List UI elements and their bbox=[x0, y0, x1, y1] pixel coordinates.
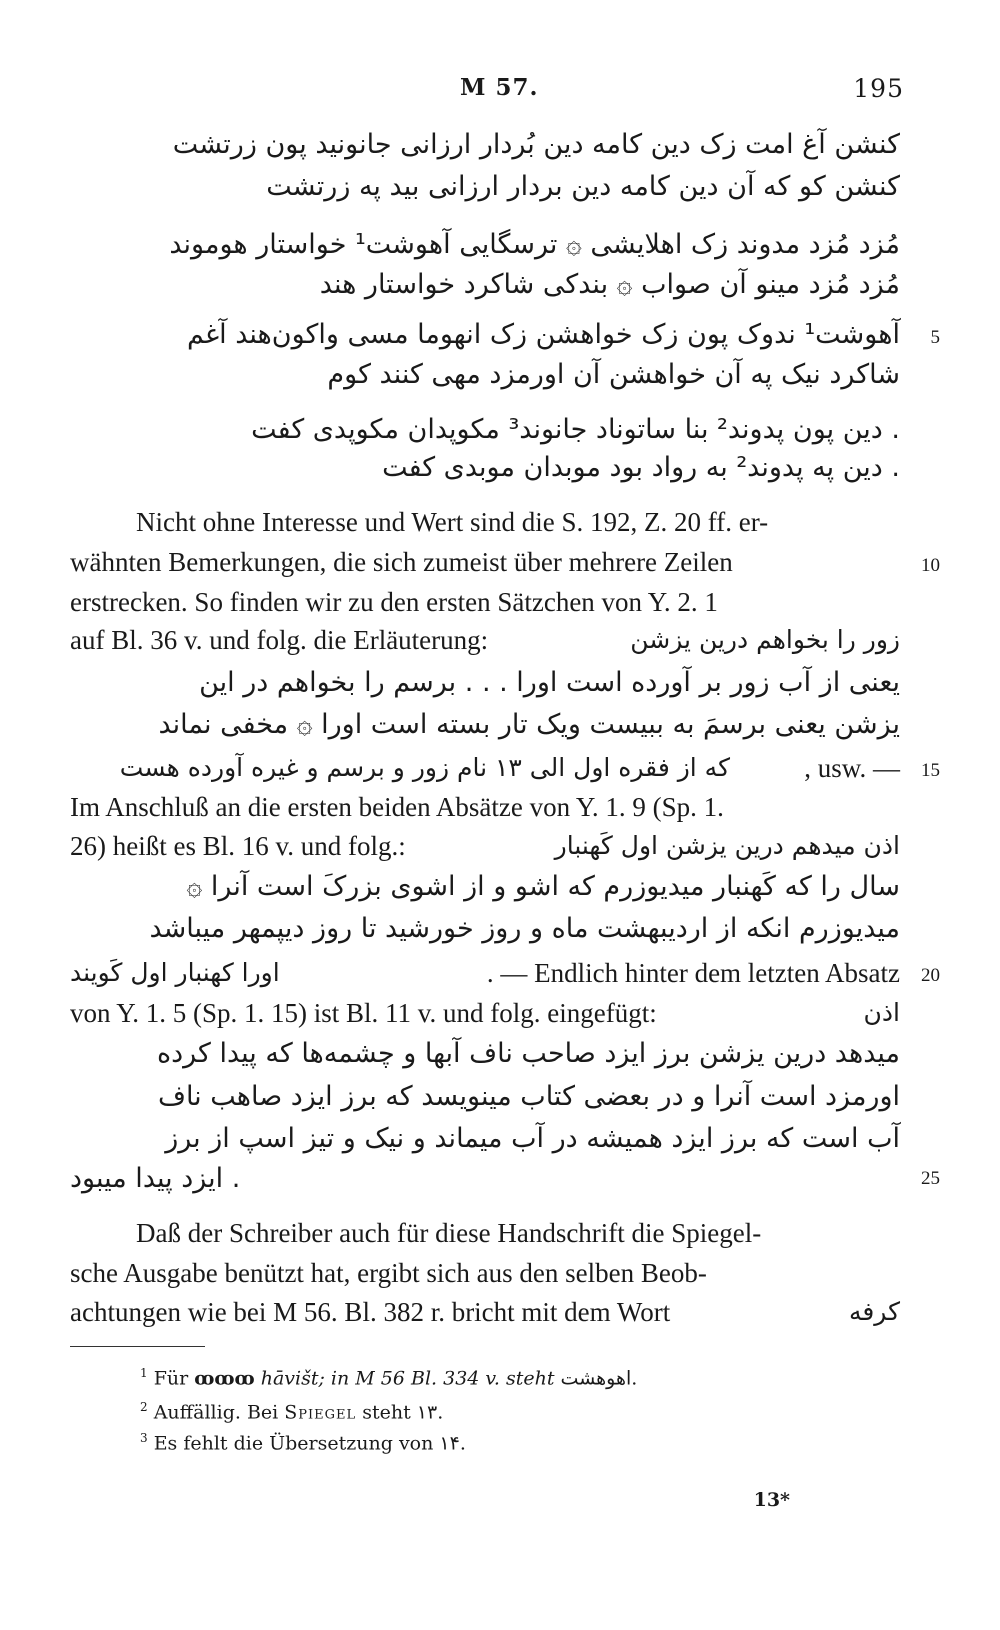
arabic-inline: زور را بخواهم درین یزشن bbox=[630, 625, 900, 654]
arabic-line: سال را که کَهنبار میدیوزرم که اشو و از اشوی بزرکَ است آنرا ۞ bbox=[186, 871, 900, 902]
arabic-line: یعنی از آب زور بر آورده است اورا . . . برسم را بخواهم در این bbox=[199, 667, 900, 698]
footnote-text: . bbox=[437, 1401, 444, 1424]
arabic-inline: اذن bbox=[863, 998, 900, 1027]
paragraph-text: auf Bl. 36 v. und folg. die Erläuterung: bbox=[70, 625, 489, 655]
paragraph-line: wähnten Bemerkungen, die sich zumeist über mehrere Zeilen bbox=[70, 547, 733, 577]
arabic-line: . ایزد پیدا میبود bbox=[70, 1163, 241, 1194]
footnote-text: Spiegel bbox=[284, 1401, 357, 1424]
line-number: 20 bbox=[921, 965, 940, 986]
footnote-text: hāvišt; in M 56 Bl. 334 v. steht bbox=[260, 1367, 555, 1390]
arabic-line: کنشن کو که آن دین کامه دین بردار ارزانی بید په زرتشت bbox=[266, 171, 900, 202]
footnote bbox=[140, 1366, 637, 1389]
paragraph-line bbox=[70, 1216, 910, 1251]
line-number: 5 bbox=[930, 327, 940, 348]
running-header-section: M 57. bbox=[460, 74, 539, 101]
paragraph-text: Daß der Schreiber auch für diese Handschrift die Spiegel- bbox=[136, 1218, 762, 1248]
footnote-text: Es fehlt die Übersetzung von bbox=[153, 1432, 434, 1455]
arabic-line: آب است که برز ایزد همیشه در آب میماند و نیک و تیز اسپ از برز bbox=[165, 1123, 900, 1154]
arabic-inline: اهوهشت bbox=[560, 1367, 632, 1390]
printer-signature: 13* bbox=[753, 1489, 790, 1511]
arabic-line: . دین پون پدوند² بنا ساتوناد جانوند³ مکوپدان مکوپدی کفت bbox=[251, 414, 900, 445]
arabic-line: مُزد مُزد مدوند زک اهلایشی ۞ ترسگایی آهوشت¹ خواستار هوموند bbox=[169, 229, 900, 260]
arabic-inline: ۱۳ bbox=[416, 1401, 438, 1424]
mixed-line bbox=[70, 828, 900, 864]
arabic-inline: که از فقره اول الی ۱۳ نام زور و برسم و غیره آورده هست bbox=[119, 753, 730, 782]
arabic-line: اورمزد است آنرا و در بعضی کتاب مینویسد که برز ایزد صاهب ناف bbox=[157, 1081, 900, 1112]
footnote-text: steht bbox=[362, 1401, 411, 1424]
footnote-mark: 1 bbox=[140, 1366, 148, 1380]
footnote-text: Auffällig. Bei bbox=[153, 1401, 279, 1424]
arabic-line: شاکرد نیک په آن خواهشن آن اورمزد مهی کنند کوم bbox=[327, 359, 900, 390]
arabic-inline: ۱۴ bbox=[439, 1432, 460, 1455]
paragraph-text: achtungen wie bei M 56. Bl. 382 r. bricht mit dem Wort bbox=[70, 1297, 671, 1327]
mixed-line bbox=[70, 622, 900, 658]
paragraph-line: erstrecken. So finden wir zu den ersten Sätzchen von Y. 2. 1 bbox=[70, 587, 718, 617]
arabic-line: . دین په پدوند² به رواد بود موبدان موبدی کفت bbox=[382, 452, 900, 483]
arabic-line: کنشن آغ امت زک دین کامه دین بُردار ارزانی جانونید پون زرتشت bbox=[172, 129, 900, 160]
arabic-line: میدهد درین یزشن برز ایزد صاحب ناف آبها و چشمه‌ها که پیدا کرده bbox=[156, 1038, 900, 1069]
footnote-text: Für bbox=[153, 1367, 189, 1390]
arabic-inline: اذن میدهم درین یزشن اول کَهنبار bbox=[554, 831, 900, 860]
footnote bbox=[140, 1400, 443, 1423]
paragraph-text: von Y. 1. 5 (Sp. 1. 15) ist Bl. 11 v. und folg. eingefügt: bbox=[70, 998, 657, 1028]
arabic-inline: اورا کهنبار اول کَویند bbox=[70, 958, 280, 987]
footnote-divider bbox=[70, 1346, 205, 1347]
footnote-mark: 2 bbox=[140, 1400, 148, 1414]
page-number: 195 bbox=[853, 74, 904, 103]
footnote-text: . bbox=[631, 1367, 638, 1390]
arabic-line: مُزد مُزد مینو آن صواب ۞ بندکی شاکرد خواستار هند bbox=[319, 269, 900, 300]
paragraph-text: . — Endlich hinter dem letzten Absatz bbox=[486, 958, 900, 988]
footnote-mark: 3 bbox=[140, 1431, 148, 1445]
arabic-line: آهوشت¹ ندوک پون زک خواهشن زک انهوما مسی واکون‌هند آغم bbox=[187, 319, 900, 350]
line-number: 15 bbox=[921, 760, 940, 781]
mixed-line bbox=[70, 995, 900, 1031]
line-number: 25 bbox=[921, 1168, 940, 1189]
paragraph-text: , usw. — bbox=[804, 753, 900, 783]
mixed-line bbox=[70, 750, 900, 786]
arabic-inline: کرفه bbox=[848, 1297, 900, 1326]
footnote bbox=[140, 1431, 466, 1454]
arabic-line: یزشن یعنی برسمَ به ببیست ویک تار بسته است اورا ۞ مخفی نماند bbox=[158, 709, 900, 740]
paragraph-line: sche Ausgabe benützt hat, ergibt sich aus den selben Beob- bbox=[70, 1258, 707, 1288]
footnote-text: . bbox=[459, 1432, 466, 1455]
paragraph-line: Im Anschluß an die ersten beiden Absätze von Y. 1. 9 (Sp. 1. bbox=[70, 792, 724, 822]
mixed-line bbox=[70, 1294, 900, 1330]
arabic-line: میدیوزرم انکه از اردیبهشت ماه و روز خورشید تا روز دیپمهر میباشد bbox=[149, 913, 900, 944]
avestan-glyph: ꝏꝏꝏ bbox=[194, 1367, 255, 1390]
line-number: 10 bbox=[921, 555, 940, 576]
mixed-line bbox=[70, 955, 900, 991]
paragraph-text: 26) heißt es Bl. 16 v. und folg.: bbox=[70, 831, 406, 861]
paragraph-line: Nicht ohne Interesse und Wert sind die S. 192, Z. 20 ff. er- bbox=[136, 507, 769, 537]
